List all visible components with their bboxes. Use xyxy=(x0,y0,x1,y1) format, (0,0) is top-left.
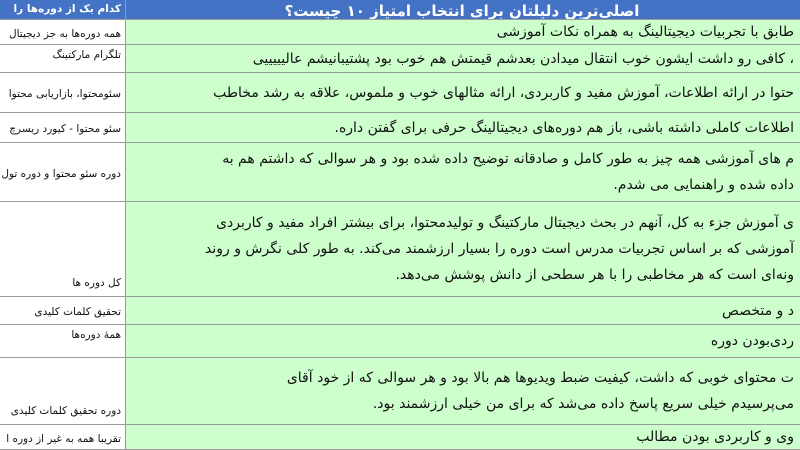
reason-cell[interactable]: ت محتوای خوبی که داشت، کیفیت ضبط ویدیوها هم بالا بود و هر سوالی که از خود آقای می‌پرسیدم خیلی سریع پاسخ داده می‌شد که برای من خیلی ارزشمند بود. xyxy=(126,358,800,424)
table-header-row xyxy=(0,0,800,20)
table-row xyxy=(0,202,800,297)
courses-cell[interactable]: سئومحتوا، بازاریابی محتوا xyxy=(0,73,126,112)
table-row xyxy=(0,143,800,202)
courses-cell[interactable]: دوره تحقیق کلمات کلیدی xyxy=(0,358,126,424)
courses-cell[interactable]: تقریبا همه به غیر از دوره ا xyxy=(0,425,126,449)
reason-cell[interactable]: طابق با تجربیات دیجیتالینگ به همراه نکات آموزشی xyxy=(126,20,800,44)
courses-cell[interactable]: تلگرام مارکتینگ xyxy=(0,45,126,72)
reason-cell[interactable]: وی و کاربردی بودن مطالب xyxy=(126,425,800,449)
reason-cell[interactable]: د و متخصص xyxy=(126,297,800,324)
reason-cell[interactable]: ردی‌بودن دوره xyxy=(126,325,800,357)
table-row xyxy=(0,358,800,425)
table-row xyxy=(0,325,800,358)
header-cell-reason[interactable]: اصلی‌ترین دلیلتان برای انتخاب امتیاز ۱۰ چیست؟ xyxy=(126,0,800,19)
table-row xyxy=(0,113,800,143)
table-row xyxy=(0,73,800,113)
table-row xyxy=(0,20,800,45)
reason-cell[interactable]: م های آموزشی همه چیز به طور کامل و صادقانه توضیح داده شده بود و هر سوالی که داشتم هم به داده شده و راهنمایی می شدم. xyxy=(126,143,800,201)
courses-cell[interactable]: دوره سئو محتوا و دوره تول xyxy=(0,143,126,201)
courses-cell[interactable]: همهٔ دوره‌ها xyxy=(0,325,126,357)
courses-cell[interactable]: تحقیق کلمات کلیدی xyxy=(0,297,126,324)
table-row xyxy=(0,425,800,450)
courses-cell[interactable]: همه دوره‌ها به جز دیجیتال xyxy=(0,20,126,44)
reason-cell[interactable]: اطلاعات کاملی داشته باشی، باز هم دوره‌های دیجیتالینگ حرفی برای گفتن داره. xyxy=(126,113,800,142)
reason-cell[interactable]: ، کافی رو داشت ایشون خوب انتقال میدادن بعدشم قیمتش هم خوب بود پشتیبانیشم عالیییییی xyxy=(126,45,800,72)
reason-cell[interactable]: ی آموزش جزء به کل، آنهم در بحث دیجیتال مارکتینگ و تولیدمحتوا، برای بیشتر افراد مفید و کاربردی آموزشی که بر اساس تجربیات مدرس است دوره را بسیار ارزشمند می‌کند. به طور کلی نگرش و روند ونه‌ای است که هر مخاطبی را با هر سطحی از دانش پوشش می‌دهد. xyxy=(126,202,800,296)
header-cell-courses[interactable]: کدام یک از دوره‌ها را xyxy=(0,0,126,19)
table-row xyxy=(0,45,800,73)
courses-cell[interactable]: سئو محتوا - کیورد ریسرچ xyxy=(0,113,126,142)
table-row xyxy=(0,297,800,325)
reason-cell[interactable]: حتوا در ارائه اطلاعات، آموزش مفید و کاربردی، ارائه مثالهای خوب و ملموس، علاقه به رشد مخاطب xyxy=(126,73,800,112)
courses-cell[interactable]: کل دوره ها xyxy=(0,202,126,296)
